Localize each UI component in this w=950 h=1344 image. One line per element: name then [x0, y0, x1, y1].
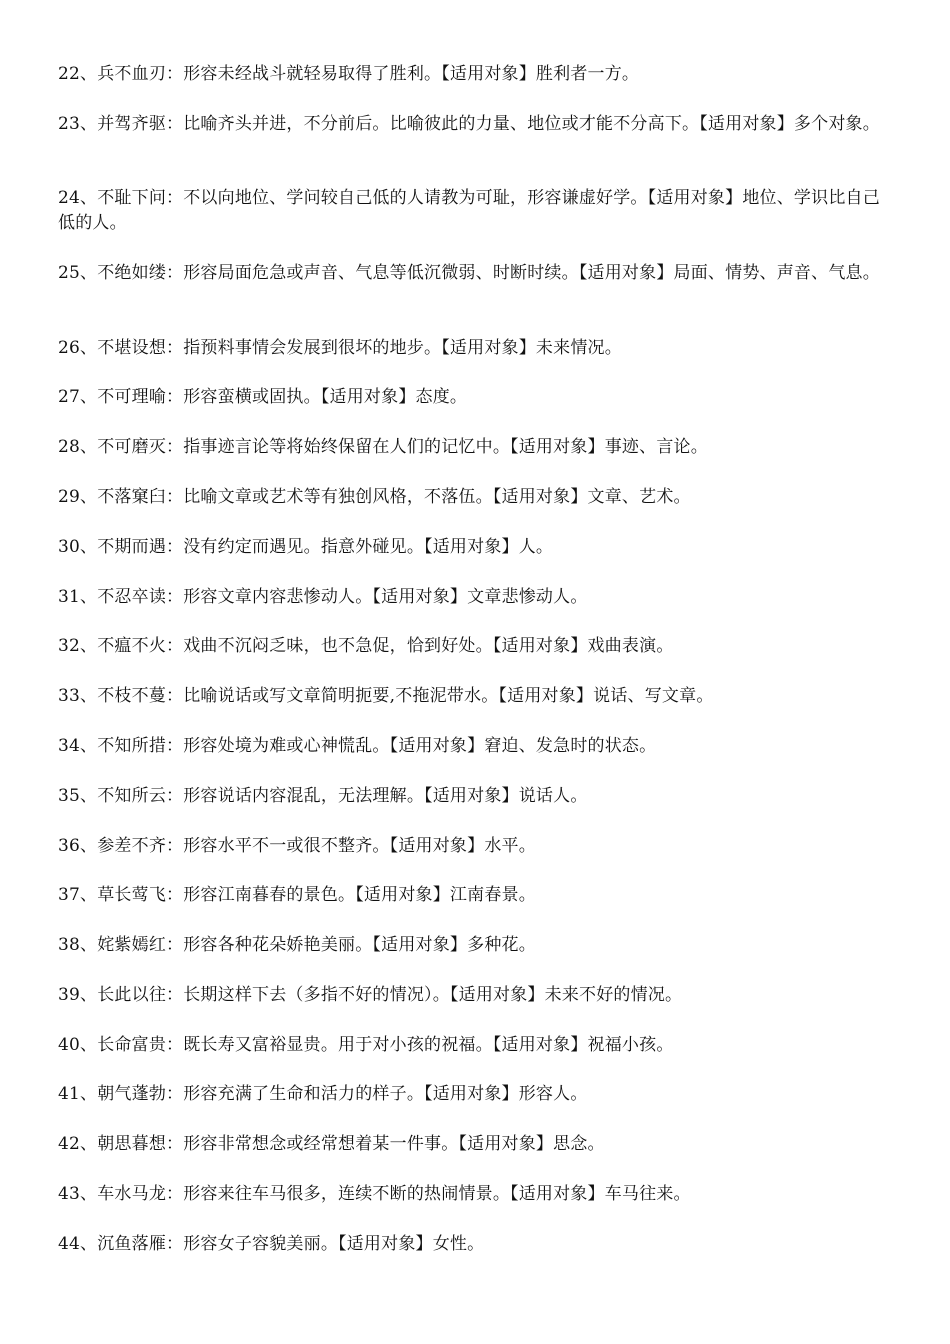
idiom-entry-36: 36、参差不齐：形容水平不一或很不整齐。【适用对象】水平。	[58, 836, 536, 856]
idiom-entry-32: 32、不瘟不火：戏曲不沉闷乏味，也不急促，恰到好处。【适用对象】戏曲表演。	[58, 636, 674, 656]
idiom-entry-39: 39、长此以往：长期这样下去（多指不好的情况）。【适用对象】未来不好的情况。	[58, 985, 683, 1005]
idiom-entry-31: 31、不忍卒读：形容文章内容悲惨动人。【适用对象】文章悲惨动人。	[58, 587, 588, 607]
idiom-entry-38: 38、姹紫嫣红：形容各种花朵娇艳美丽。【适用对象】多种花。	[58, 935, 536, 955]
idiom-entry-27: 27、不可理喻：形容蛮横或固执。【适用对象】态度。	[58, 387, 468, 407]
idiom-entry-35: 35、不知所云：形容说话内容混乱，无法理解。【适用对象】说话人。	[58, 786, 588, 806]
idiom-entry-34: 34、不知所措：形容处境为难或心神慌乱。【适用对象】窘迫、发急时的状态。	[58, 736, 657, 756]
idiom-entry-29: 29、不落窠臼：比喻文章或艺术等有独创风格，不落伍。【适用对象】文章、艺术。	[58, 487, 691, 507]
idiom-entry-23: 23、并驾齐驱：比喻齐头并进，不分前后。比喻彼此的力量、地位或才能不分高下。【适用对象】多个对象。	[58, 114, 880, 134]
idiom-entry-24: 24、不耻下问：不以向地位、学问较自己低的人请教为可耻，形容谦虚好学。【适用对象】地位、学识比自己低的人。	[58, 188, 880, 233]
idiom-entry-30: 30、不期而遇：没有约定而遇见。指意外碰见。【适用对象】人。	[58, 537, 554, 557]
idiom-entry-25: 25、不绝如缕：形容局面危急或声音、气息等低沉微弱、时断时续。【适用对象】局面、情势、声音、气息。	[58, 263, 880, 283]
idiom-entry-40: 40、长命富贵：既长寿又富裕显贵。用于对小孩的祝福。【适用对象】祝福小孩。	[58, 1035, 674, 1055]
idiom-entry-42: 42、朝思暮想：形容非常想念或经常想着某一件事。【适用对象】思念。	[58, 1134, 605, 1154]
idiom-entry-28: 28、不可磨灭：指事迹言论等将始终保留在人们的记忆中。【适用对象】事迹、言论。	[58, 437, 708, 457]
idiom-entry-41: 41、朝气蓬勃：形容充满了生命和活力的样子。【适用对象】形容人。	[58, 1084, 588, 1104]
idiom-entry-37: 37、草长莺飞：形容江南暮春的景色。【适用对象】江南春景。	[58, 885, 536, 905]
idiom-entry-43: 43、车水马龙：形容来往车马很多，连续不断的热闹情景。【适用对象】车马往来。	[58, 1184, 691, 1204]
idiom-entry-44: 44、沉鱼落雁：形容女子容貌美丽。【适用对象】女性。	[58, 1234, 485, 1254]
idiom-entry-26: 26、不堪设想：指预料事情会发展到很坏的地步。【适用对象】未来情况。	[58, 338, 622, 358]
idiom-entry-22: 22、兵不血刃：形容未经战斗就轻易取得了胜利。【适用对象】胜利者一方。	[58, 64, 640, 84]
idiom-entry-33: 33、不枝不蔓：比喻说话或写文章简明扼要,不拖泥带水。【适用对象】说话、写文章。	[58, 686, 714, 706]
